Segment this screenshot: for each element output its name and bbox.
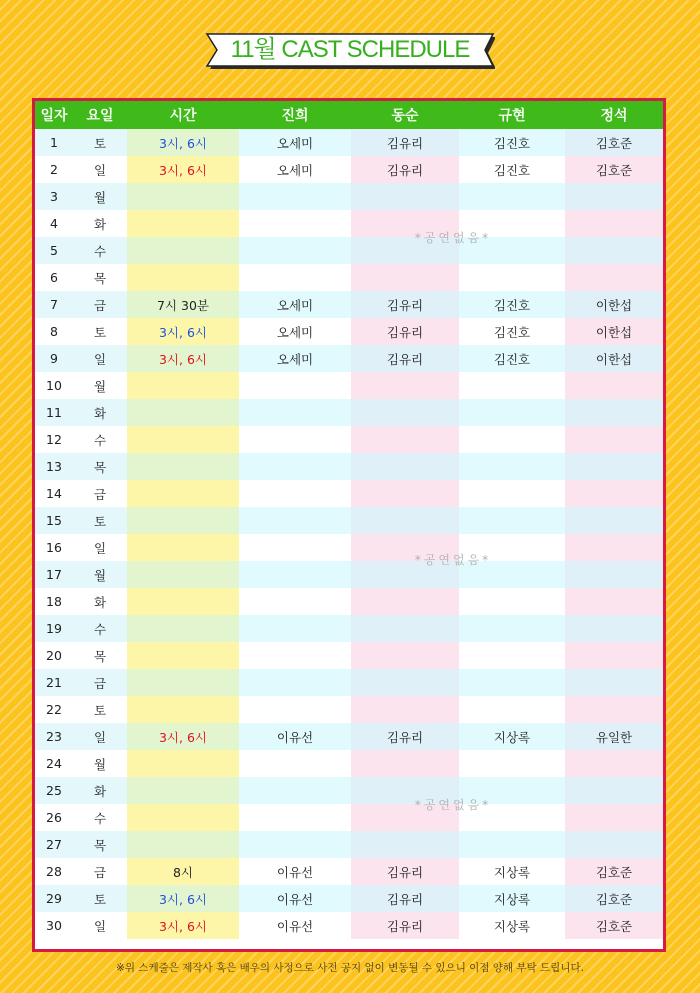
cell-dongsoon: 김유리 <box>351 858 459 885</box>
cell-gyuhyun <box>459 615 565 642</box>
cell-jinhee <box>239 399 351 426</box>
no-show-note: *공연없음* <box>414 231 492 245</box>
cell-time <box>127 372 239 399</box>
cell-day: 8 <box>35 318 73 345</box>
cell-weekday: 토 <box>73 696 127 723</box>
cell-dongsoon <box>351 426 459 453</box>
cell-jungseok <box>565 750 663 777</box>
cell-weekday: 금 <box>73 858 127 885</box>
cell-gyuhyun <box>459 750 565 777</box>
cell-time <box>127 183 239 210</box>
cell-gyuhyun <box>459 588 565 615</box>
cell-day: 25 <box>35 777 73 804</box>
header-time: 시간 <box>127 101 239 129</box>
cell-day: 14 <box>35 480 73 507</box>
cell-jungseok: 김호준 <box>565 912 663 939</box>
cell-weekday: 금 <box>73 669 127 696</box>
cell-day: 27 <box>35 831 73 858</box>
cell-jinhee <box>239 426 351 453</box>
table-row <box>35 156 663 183</box>
cell-gyuhyun <box>459 426 565 453</box>
cell-time: 3시, 6시 <box>127 345 239 372</box>
cell-jungseok <box>565 399 663 426</box>
cell-jungseok: 김호준 <box>565 129 663 156</box>
cell-dongsoon <box>351 480 459 507</box>
cell-weekday: 수 <box>73 237 127 264</box>
cell-gyuhyun <box>459 264 565 291</box>
cell-weekday: 금 <box>73 480 127 507</box>
cell-dongsoon <box>351 696 459 723</box>
cell-dongsoon <box>351 669 459 696</box>
cell-time <box>127 561 239 588</box>
cell-time <box>127 264 239 291</box>
cell-jinhee: 오세미 <box>239 291 351 318</box>
cell-dongsoon: 김유리 <box>351 318 459 345</box>
cell-jungseok <box>565 480 663 507</box>
cell-dongsoon: 김유리 <box>351 129 459 156</box>
table-row <box>35 237 663 264</box>
cell-gyuhyun: 지상록 <box>459 885 565 912</box>
cell-dongsoon: 김유리 <box>351 156 459 183</box>
table-row <box>35 480 663 507</box>
cell-jinhee: 이유선 <box>239 912 351 939</box>
table-row <box>35 615 663 642</box>
cell-time <box>127 777 239 804</box>
cell-time: 3시, 6시 <box>127 129 239 156</box>
cell-jungseok <box>565 426 663 453</box>
cell-day: 21 <box>35 669 73 696</box>
table-row <box>35 507 663 534</box>
cell-time: 3시, 6시 <box>127 318 239 345</box>
table-row <box>35 561 663 588</box>
cell-day: 24 <box>35 750 73 777</box>
header-role-jinhee: 진희 <box>239 101 351 129</box>
cell-jinhee: 오세미 <box>239 129 351 156</box>
cell-day: 16 <box>35 534 73 561</box>
cell-jinhee <box>239 669 351 696</box>
cell-weekday: 수 <box>73 804 127 831</box>
cell-jinhee <box>239 831 351 858</box>
cell-time: 3시, 6시 <box>127 885 239 912</box>
cell-jinhee: 이유선 <box>239 723 351 750</box>
cell-time <box>127 399 239 426</box>
cell-time <box>127 831 239 858</box>
cell-jungseok <box>565 264 663 291</box>
cell-jungseok <box>565 588 663 615</box>
table-row <box>35 426 663 453</box>
cell-jungseok <box>565 804 663 831</box>
cell-day: 17 <box>35 561 73 588</box>
cell-jungseok: 김호준 <box>565 156 663 183</box>
cell-jinhee <box>239 588 351 615</box>
cell-weekday: 수 <box>73 426 127 453</box>
cell-day: 19 <box>35 615 73 642</box>
cell-jinhee: 이유선 <box>239 885 351 912</box>
cell-jungseok <box>565 831 663 858</box>
cell-weekday: 토 <box>73 885 127 912</box>
table-row <box>35 804 663 831</box>
cell-day: 30 <box>35 912 73 939</box>
cell-time: 8시 <box>127 858 239 885</box>
cell-day: 10 <box>35 372 73 399</box>
cell-jungseok: 이한섭 <box>565 345 663 372</box>
header-role-jungseok: 정석 <box>565 101 663 129</box>
cell-jinhee <box>239 264 351 291</box>
cell-jinhee <box>239 210 351 237</box>
cell-weekday: 일 <box>73 534 127 561</box>
cell-dongsoon: 김유리 <box>351 291 459 318</box>
table-row <box>35 129 663 156</box>
cell-gyuhyun: 김진호 <box>459 129 565 156</box>
cell-dongsoon <box>351 642 459 669</box>
cell-gyuhyun <box>459 831 565 858</box>
page-title: 11월 CAST SCHEDULE <box>230 36 470 63</box>
cell-time <box>127 237 239 264</box>
cell-jinhee <box>239 615 351 642</box>
cell-weekday: 목 <box>73 831 127 858</box>
table-row <box>35 750 663 777</box>
cell-time: 3시, 6시 <box>127 912 239 939</box>
cell-day: 20 <box>35 642 73 669</box>
cell-weekday: 화 <box>73 588 127 615</box>
cell-gyuhyun: 김진호 <box>459 345 565 372</box>
cell-weekday: 금 <box>73 291 127 318</box>
cell-time <box>127 588 239 615</box>
table-row <box>35 831 663 858</box>
table-row <box>35 642 663 669</box>
cell-weekday: 일 <box>73 156 127 183</box>
table-row <box>35 777 663 804</box>
cell-time <box>127 453 239 480</box>
cell-jinhee <box>239 534 351 561</box>
cell-gyuhyun <box>459 399 565 426</box>
cell-dongsoon <box>351 264 459 291</box>
cell-weekday: 일 <box>73 345 127 372</box>
table-row <box>35 453 663 480</box>
cell-day: 6 <box>35 264 73 291</box>
table-row <box>35 588 663 615</box>
cell-jungseok <box>565 642 663 669</box>
cell-day: 28 <box>35 858 73 885</box>
header-weekday: 요일 <box>73 101 127 129</box>
cell-jinhee <box>239 750 351 777</box>
cell-jungseok: 김호준 <box>565 885 663 912</box>
cell-jungseok <box>565 777 663 804</box>
cell-weekday: 월 <box>73 561 127 588</box>
cell-weekday: 일 <box>73 723 127 750</box>
cell-day: 4 <box>35 210 73 237</box>
cell-time: 7시 30분 <box>127 291 239 318</box>
cell-dongsoon: 김유리 <box>351 885 459 912</box>
cell-time <box>127 615 239 642</box>
table-row <box>35 669 663 696</box>
cell-time <box>127 210 239 237</box>
table-row <box>35 885 663 912</box>
cell-day: 5 <box>35 237 73 264</box>
cell-day: 3 <box>35 183 73 210</box>
cell-jungseok: 김호준 <box>565 858 663 885</box>
cell-dongsoon <box>351 615 459 642</box>
cell-day: 1 <box>35 129 73 156</box>
cell-dongsoon: 김유리 <box>351 345 459 372</box>
cell-jungseok <box>565 615 663 642</box>
cell-jungseok <box>565 372 663 399</box>
table-body <box>35 129 663 939</box>
cell-weekday: 토 <box>73 129 127 156</box>
cell-gyuhyun <box>459 642 565 669</box>
cell-dongsoon <box>351 372 459 399</box>
cell-jungseok <box>565 183 663 210</box>
cell-weekday: 월 <box>73 183 127 210</box>
cell-dongsoon <box>351 183 459 210</box>
cell-jinhee: 오세미 <box>239 345 351 372</box>
cell-time <box>127 696 239 723</box>
cell-weekday: 목 <box>73 264 127 291</box>
cell-jinhee <box>239 480 351 507</box>
cell-gyuhyun <box>459 372 565 399</box>
cell-dongsoon <box>351 588 459 615</box>
cell-time <box>127 669 239 696</box>
table-row <box>35 399 663 426</box>
cell-jungseok <box>565 237 663 264</box>
cell-jungseok: 이한섭 <box>565 291 663 318</box>
cell-jinhee: 오세미 <box>239 156 351 183</box>
cell-jinhee: 오세미 <box>239 318 351 345</box>
title-banner <box>205 30 495 70</box>
cell-dongsoon <box>351 750 459 777</box>
cell-day: 7 <box>35 291 73 318</box>
footer-notice: ※위 스케줄은 제작사 혹은 배우의 사정으로 사전 공지 없이 변동될 수 있으니 이점 양해 부탁 드립니다. <box>116 962 584 974</box>
cell-dongsoon <box>351 831 459 858</box>
cell-time <box>127 750 239 777</box>
cell-dongsoon <box>351 507 459 534</box>
cell-jungseok <box>565 561 663 588</box>
table-row <box>35 210 663 237</box>
cell-jinhee <box>239 507 351 534</box>
cell-weekday: 화 <box>73 777 127 804</box>
cell-weekday: 화 <box>73 399 127 426</box>
cell-weekday: 수 <box>73 615 127 642</box>
cell-gyuhyun: 지상록 <box>459 912 565 939</box>
cell-dongsoon: 김유리 <box>351 723 459 750</box>
no-show-note: *공연없음* <box>414 798 492 812</box>
table-row <box>35 696 663 723</box>
cell-weekday: 화 <box>73 210 127 237</box>
table-row <box>35 291 663 318</box>
cell-time <box>127 426 239 453</box>
header-role-gyuhyun: 규현 <box>459 101 565 129</box>
cast-schedule-table <box>35 101 663 939</box>
cell-weekday: 월 <box>73 750 127 777</box>
cell-jinhee <box>239 372 351 399</box>
cell-jungseok <box>565 669 663 696</box>
cell-day: 29 <box>35 885 73 912</box>
cell-weekday: 토 <box>73 507 127 534</box>
cell-time <box>127 642 239 669</box>
cell-jinhee <box>239 237 351 264</box>
cell-jinhee <box>239 777 351 804</box>
cell-gyuhyun: 김진호 <box>459 156 565 183</box>
cell-time <box>127 507 239 534</box>
cell-gyuhyun: 김진호 <box>459 291 565 318</box>
cell-gyuhyun <box>459 507 565 534</box>
header-day: 일자 <box>35 101 73 129</box>
cell-gyuhyun <box>459 696 565 723</box>
cell-dongsoon <box>351 399 459 426</box>
table-row <box>35 858 663 885</box>
cell-jungseok <box>565 453 663 480</box>
table-row <box>35 534 663 561</box>
cell-gyuhyun <box>459 669 565 696</box>
table-row <box>35 183 663 210</box>
table-row <box>35 723 663 750</box>
cell-day: 13 <box>35 453 73 480</box>
table-row <box>35 264 663 291</box>
cell-weekday: 목 <box>73 642 127 669</box>
cell-time: 3시, 6시 <box>127 723 239 750</box>
cell-weekday: 목 <box>73 453 127 480</box>
cell-jinhee <box>239 183 351 210</box>
cell-weekday: 토 <box>73 318 127 345</box>
cell-day: 22 <box>35 696 73 723</box>
table-row <box>35 318 663 345</box>
header-role-dongsoon: 동순 <box>351 101 459 129</box>
cell-jinhee <box>239 696 351 723</box>
cell-gyuhyun <box>459 453 565 480</box>
cell-time: 3시, 6시 <box>127 156 239 183</box>
cell-jinhee: 이유선 <box>239 858 351 885</box>
cell-jinhee <box>239 804 351 831</box>
cell-jungseok <box>565 534 663 561</box>
cell-weekday: 일 <box>73 912 127 939</box>
cell-day: 18 <box>35 588 73 615</box>
cell-gyuhyun <box>459 183 565 210</box>
cell-day: 23 <box>35 723 73 750</box>
cell-jungseok: 이한섭 <box>565 318 663 345</box>
cell-day: 12 <box>35 426 73 453</box>
cell-jungseok <box>565 507 663 534</box>
table-row <box>35 372 663 399</box>
cell-day: 15 <box>35 507 73 534</box>
cell-jungseok <box>565 210 663 237</box>
table-row <box>35 345 663 372</box>
cell-day: 11 <box>35 399 73 426</box>
no-show-note: *공연없음* <box>414 553 492 567</box>
cell-time <box>127 480 239 507</box>
cell-gyuhyun: 지상록 <box>459 858 565 885</box>
cell-time <box>127 534 239 561</box>
cell-jungseok <box>565 696 663 723</box>
cell-jungseok: 유일한 <box>565 723 663 750</box>
schedule-board <box>32 98 666 952</box>
cell-day: 9 <box>35 345 73 372</box>
cell-dongsoon: 김유리 <box>351 912 459 939</box>
cell-gyuhyun: 지상록 <box>459 723 565 750</box>
cell-jinhee <box>239 642 351 669</box>
cell-jinhee <box>239 453 351 480</box>
cell-jinhee <box>239 561 351 588</box>
table-row <box>35 912 663 939</box>
cell-dongsoon <box>351 453 459 480</box>
cell-weekday: 월 <box>73 372 127 399</box>
cell-time <box>127 804 239 831</box>
cell-gyuhyun <box>459 480 565 507</box>
cell-day: 26 <box>35 804 73 831</box>
cell-day: 2 <box>35 156 73 183</box>
cell-gyuhyun: 김진호 <box>459 318 565 345</box>
table-header-row <box>35 101 663 129</box>
